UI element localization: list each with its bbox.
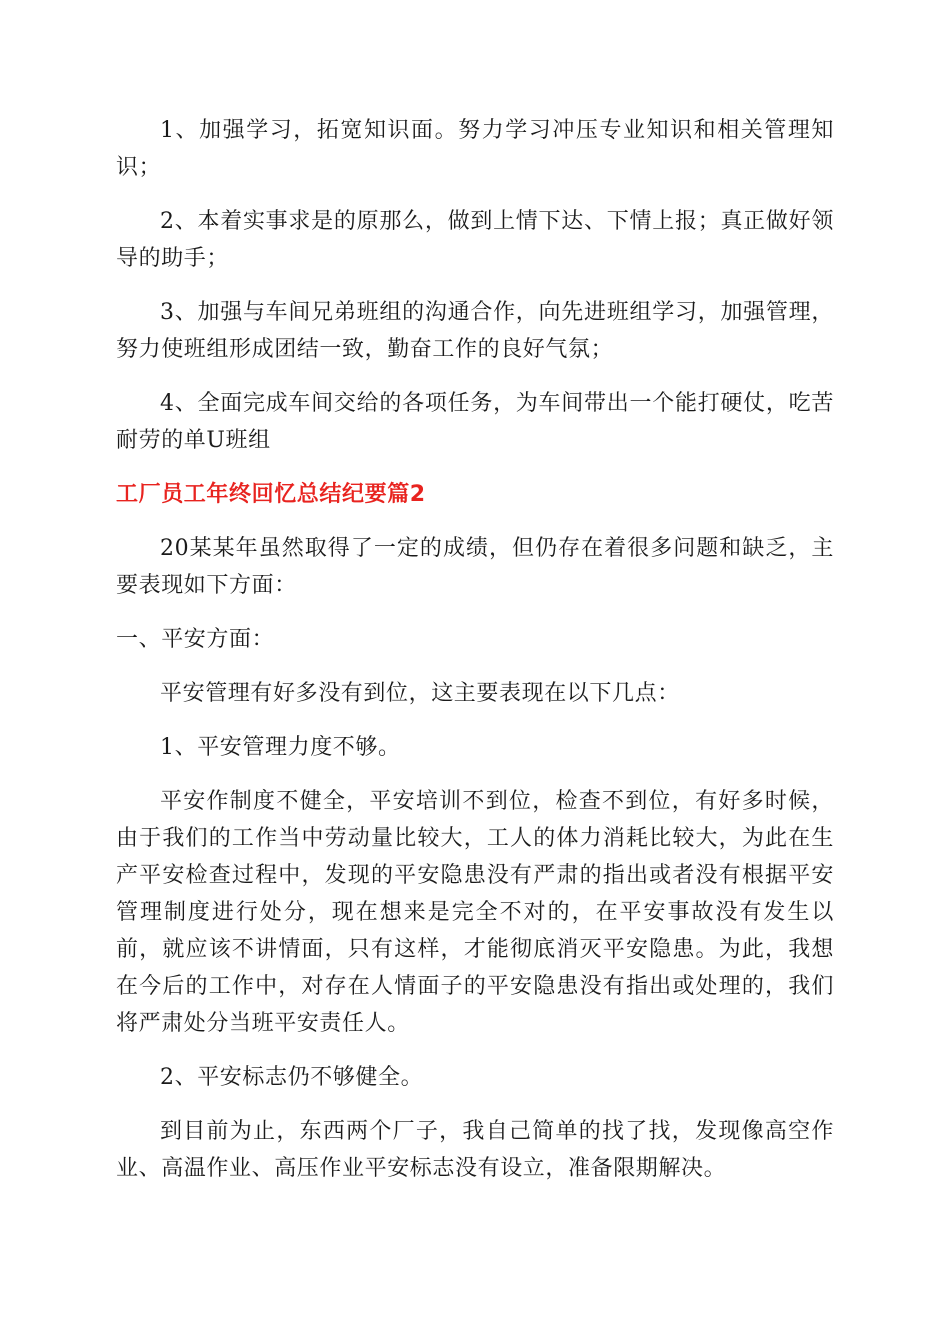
point-2-body: 到目前为止，东西两个厂子，我自己简单的找了找，发现像高空作业、高温作业、高压作业平安标志没有设立，准备限期解决。 (116, 1119, 834, 1181)
intro-paragraph: 20某某年虽然取得了一定的成绩，但仍存在着很多问题和缺乏，主要表现如下方面： (116, 536, 834, 598)
paragraph-item-1: 1、加强学习，拓宽知识面。努力学习冲压专业知识和相关管理知识； (116, 118, 834, 180)
section-lead: 平安管理有好多没有到位，这主要表现在以下几点： (160, 681, 680, 706)
point-1-title: 1、平安管理力度不够。 (160, 735, 401, 760)
paragraph-item-2: 2、本着实事求是的原那么，做到上情下达、下情上报；真正做好领导的助手； (116, 209, 834, 271)
document-page (116, 112, 834, 1204)
section-title: 一、平安方面： (116, 627, 275, 652)
point-1-body: 平安作制度不健全，平安培训不到位，检查不到位，有好多时候，由于我们的工作当中劳动量比较大，工人的体力消耗比较大，为此在生产平安检查过程中，发现的平安隐患没有严肃的指出或者没有根据平安管理制度进行处分，现在想来是完全不对的，在平安事故没有发生以前，就应该不讲情面，只有这样，才能彻底消灭平安隐患。为此，我想在今后的工作中，对存在人情面子的平安隐患没有指出或处理的，我们将严肃处分当班平安责任人。 (116, 789, 834, 1036)
paragraph-item-3: 3、加强与车间兄弟班组的沟通合作，向先进班组学习，加强管理，努力使班组形成团结一致，勤奋工作的良好气氛； (116, 300, 834, 362)
paragraph-item-4: 4、全面完成车间交给的各项任务，为车间带出一个能打硬仗，吃苦耐劳的单U班组 (116, 391, 834, 453)
section-heading: 工厂员工年终回忆总结纪要篇2 (116, 482, 426, 507)
point-2-title: 2、平安标志仍不够健全。 (160, 1065, 424, 1090)
